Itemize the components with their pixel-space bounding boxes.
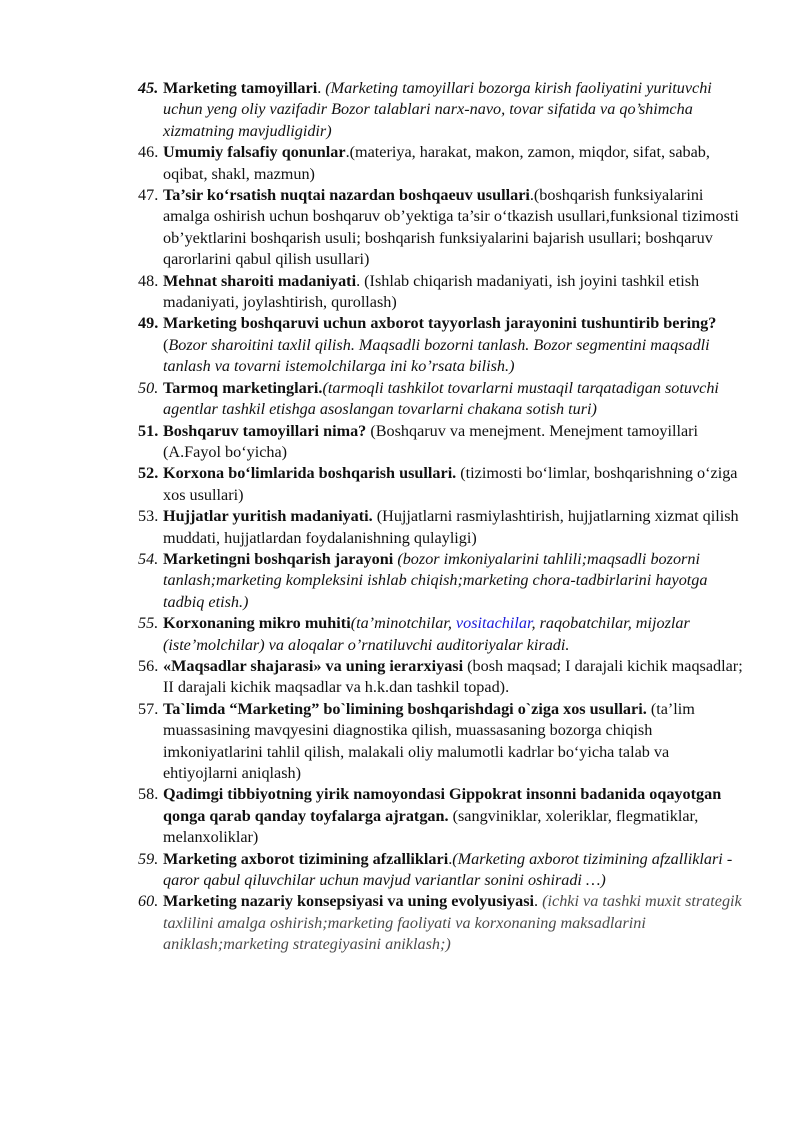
item-title: Korxonaning mikro muhiti	[163, 614, 351, 633]
list-item-53	[138, 506, 744, 549]
item-title: Korxona bo‘limlarida boshqarish usullari.	[163, 464, 457, 483]
item-text: . (Ishlab chiqarish madaniyati, ish joyini tashkil etish madaniyati, joylashtirish, qurollash)	[163, 271, 700, 312]
item-text: (ta’lim muassasining mavqyesini diagnostika qilish, muassasaning bozorga chiqish imkoniyatlarini tahlil qilish, malakali oliy malumotli kadrlar bo‘yicha talab va ehtiyojlarni aniqlash)	[163, 699, 695, 782]
item-italic-text: (ichki va tashki muxit strategik taxlilini amalga oshirish;marketing faoliyati va korxonaning maksadlarini aniklash;marketing strategiyasini aniklash;)	[163, 892, 742, 954]
list-item-51	[138, 421, 744, 464]
item-text: (bosh maqsad; I darajali kichik maqsadlar; II darajali kichik maqsadlar va h.k.dan tashkil topad).	[163, 656, 743, 697]
item-title: Ta’sir ko‘rsatish nuqtai nazardan boshqaeuv usullari	[163, 186, 530, 205]
list-item-54	[138, 549, 744, 613]
item-number: 50.	[138, 378, 159, 397]
item-body	[163, 421, 744, 464]
item-title: Ta`limda “Marketing” bo`limining boshqarishdagi o`ziga xos usullari.	[163, 699, 647, 718]
list-item-55	[138, 613, 744, 656]
item-italic-text: (Marketing tamoyillari bozorga kirish faoliyatini yurituvchi uchun yeng oliy vazifadir Bozor talablari narx-navo, tovar sifatida va qo’shimcha xizmatning mavjudligidir)	[163, 79, 712, 140]
item-number: 49.	[138, 314, 159, 333]
item-number: 55.	[138, 614, 159, 633]
list-item-49	[138, 313, 744, 377]
item-text: .(boshqarish funksiyalarini amalga oshirish uchun boshqaruv ob’yektiga ta’sir o‘tkazish usullari,funksional tizimosti ob’yektlarini boshqarish usuli; boshqarish funksiyalarini bajarish usullari; boshqaruv qarorlarini qabul qilish usullari)	[163, 186, 739, 269]
item-text: (tizimosti bo‘limlar, boshqarishning o‘ziga xos usullari)	[163, 464, 738, 504]
item-body	[163, 656, 744, 699]
item-title: Marketing boshqaruvi uchun axborot tayyorlash jarayonini tushuntirib bering?	[163, 314, 717, 333]
item-title: Marketing axborot tizimining afzalliklari	[163, 849, 449, 868]
item-body	[163, 313, 744, 377]
item-body	[163, 699, 744, 785]
item-body	[163, 613, 744, 656]
item-body	[163, 506, 744, 549]
item-title: Marketingni boshqarish jarayoni	[163, 549, 394, 568]
list-item-45	[138, 78, 744, 142]
list-item-47	[138, 185, 744, 271]
item-body	[163, 849, 744, 892]
item-text: .(materiya, harakat, makon, zamon, miqdor, sifat, sabab, oqibat, shakl, mazmun)	[163, 143, 710, 183]
item-title: «Maqsadlar shajarasi» va uning ierarxiyasi	[163, 656, 464, 675]
list-item-56	[138, 656, 744, 699]
highlighted-word: vositachilar	[455, 614, 532, 633]
item-title: Umumiy falsafiy qonunlar	[163, 143, 346, 162]
item-body	[163, 78, 744, 142]
item-text: .	[534, 892, 543, 911]
list-item-57	[138, 699, 744, 785]
item-number: 48.	[138, 271, 159, 290]
item-italic-text: Bozor sharoitini taxlil qilish. Maqsadli bozorni tanlash. Bozor segmentini maqsadli tanlash va tovarni istemolchilarga ini ko’rsata bilish.)	[163, 335, 710, 376]
item-number: 45.	[138, 79, 159, 97]
item-text: (Hujjatlarni rasmiylashtirish, hujjatlarning xizmat qilish muddati, hujjatlardan foydalanishning qulayligi)	[163, 507, 739, 547]
item-number: 60.	[138, 892, 159, 911]
item-text: (	[163, 335, 169, 354]
item-body	[163, 891, 744, 955]
item-title: Mehnat sharoiti madaniyati	[163, 271, 357, 290]
item-body	[163, 142, 744, 185]
item-title: Marketing nazariy konsepsiyasi va uning evolyusiyasi	[163, 892, 535, 911]
list-item-59	[138, 849, 744, 892]
list-item-58	[138, 784, 744, 848]
item-number: 59.	[138, 849, 159, 868]
item-number: 54.	[138, 549, 159, 568]
item-number: 47.	[138, 186, 159, 205]
list-item-60	[138, 891, 744, 955]
list-item-46	[138, 142, 744, 185]
item-number: 56.	[138, 656, 159, 675]
item-number: 52.	[138, 464, 159, 483]
item-italic-text: (tarmoqli tashkilot tovarlarni mustaqil tarqatadigan sotuvchi agentlar tashkil etishga asoslangan tovarlarni chakana sotish turi)	[163, 378, 719, 419]
list-item-48	[138, 271, 744, 314]
item-number: 46.	[138, 143, 159, 162]
item-number: 58.	[138, 785, 159, 804]
item-body	[163, 271, 744, 314]
item-italic-text: , raqobatchilar, mijozlar (iste’molchilar) va aloqalar o’rnatiluvchi auditoriyalar kiradi.	[163, 614, 690, 654]
item-text: (sangviniklar, xoleriklar, flegmatiklar, melanxoliklar)	[163, 806, 699, 847]
item-body	[163, 185, 744, 271]
item-text: .	[448, 849, 453, 868]
item-body	[163, 463, 744, 506]
item-number: 57.	[138, 699, 159, 718]
item-body	[163, 784, 744, 848]
item-text: (Boshqaruv va menejment. Menejment tamoyillari (A.Fayol bo‘yicha)	[163, 421, 699, 461]
item-title: Hujjatlar yuritish madaniyati.	[163, 507, 373, 526]
item-text: .	[317, 79, 326, 97]
item-number: 51.	[138, 421, 159, 440]
list-item-52	[138, 463, 744, 506]
item-body	[163, 549, 744, 613]
list-item-50	[138, 378, 744, 421]
item-italic-text: (ta’minotchilar,	[350, 614, 456, 633]
item-number: 53.	[138, 507, 159, 526]
item-title: Tarmoq marketinglari.	[163, 378, 323, 397]
item-italic-text: (Marketing axborot tizimining afzalliklari -qaror qabul qiluvchilar uchun mavjud variantlar sonini oshiradi …)	[163, 849, 733, 890]
item-title: Qadimgi tibbiyotning yirik namoyondasi Gippokrat insonni badanida oqayotgan qonga qarab qanday toyfalarga ajratgan.	[163, 785, 722, 825]
item-italic-text: (bozor imkoniyalarini tahlili;maqsadli bozorni tanlash;marketing kompleksini ishlab chiqish;marketing chora-tadbirlarini hayotga tadbiq etish.)	[163, 549, 708, 611]
item-title: Marketing tamoyillari	[163, 79, 318, 97]
item-body	[163, 378, 744, 421]
item-title: Boshqaruv tamoyillari nima?	[163, 421, 367, 440]
